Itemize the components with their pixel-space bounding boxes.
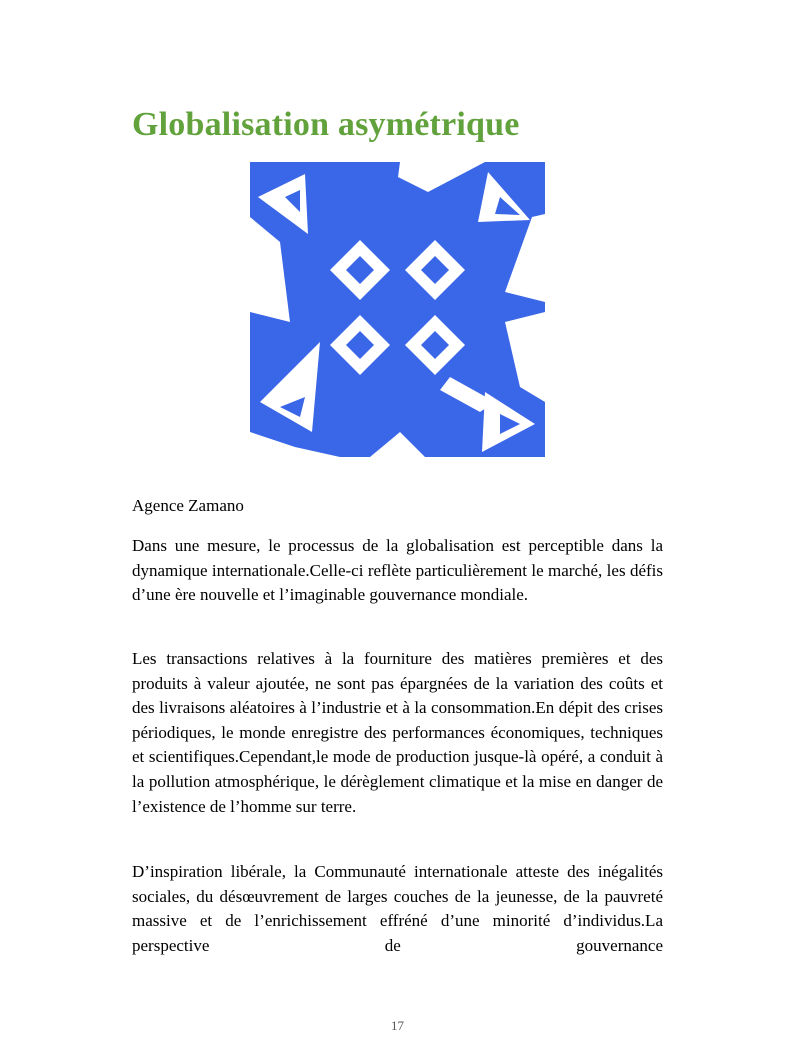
geometric-pattern-image — [250, 162, 545, 457]
page-title: Globalisation asymétrique — [132, 106, 520, 143]
author-byline: Agence Zamano — [132, 496, 244, 515]
paragraph-1: Dans une mesure, le processus de la globalisation est perceptible dans la dynamique internationale.Celle-ci reflète particulièrement le marché, les défis d’une ère nouvelle et l’imaginable gouvernance mondiale. — [132, 536, 663, 605]
page-number: 17 — [391, 1018, 404, 1033]
paragraph-2: Les transactions relatives à la fourniture des matières premières et des produits à valeur ajoutée, ne sont pas épargnées de la variation des coûts et des livraisons aléatoires à l’industrie et à la consommation.En dépit des crises périodiques, le monde enregistre des performances économiques, techniques et scientifiques.Cependant,le mode de production jusque-là opéré, a conduit à la pollution atmosphérique, le dérèglement climatique et la mise en danger de l’existence de l’homme sur terre. — [132, 649, 663, 816]
paragraph-3: D’inspiration libérale, la Communauté internationale atteste des inégalités sociales, du désœuvrement de larges couches de la jeunesse, de la pauvreté massive et de l’enrichissement effréné d’une minorité d’individus.La perspective de gouvernance — [132, 862, 663, 955]
geometric-pattern-svg — [250, 162, 545, 457]
